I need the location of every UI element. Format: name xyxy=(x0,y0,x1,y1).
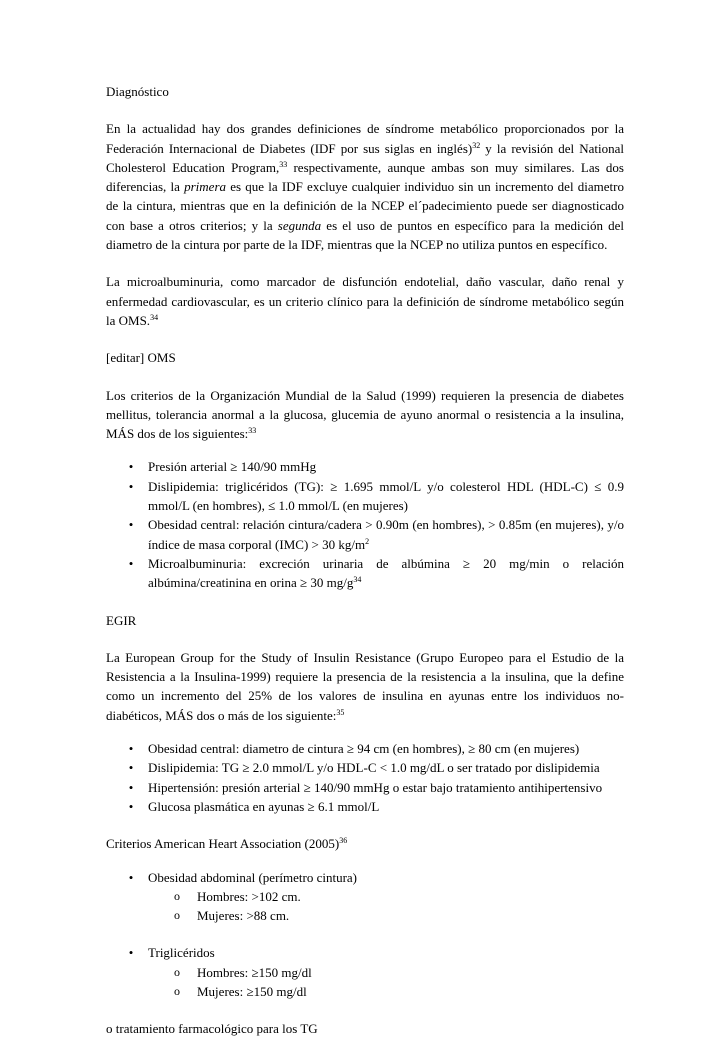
sub-list-item-text: Mujeres: >88 cm. xyxy=(197,908,290,924)
heading-oms: [editar] OMS xyxy=(106,350,176,366)
bullet-icon: • xyxy=(128,517,134,533)
text-segment: En la actualidad hay dos grandes definiciones de síndrome metabólico proporcionados por la Federación Internacional de Diabetes (IDF por sus siglas en inglés) xyxy=(106,121,624,156)
list-item xyxy=(106,797,624,816)
sub-list xyxy=(148,887,624,926)
paragraph-oms xyxy=(106,386,624,444)
bullet-icon: • xyxy=(128,741,134,757)
superscript: 2 xyxy=(365,536,370,546)
bullet-icon: • xyxy=(128,779,134,795)
list-item-text: Dislipidemia: triglicéridos (TG): ≥ 1.695 mmol/L y/o colesterol HDL (HDL-C) ≤ 0.9 mmol/L (en hombres), ≤ 1.0 mmol/L (en mujeres) xyxy=(148,478,624,514)
list-item-text: Hipertensión: presión arterial ≥ 140/90 mmHg o estar bajo tratamiento antihipertensivo xyxy=(148,779,603,795)
sub-list-item xyxy=(148,963,624,982)
footnote-ref: 32 xyxy=(472,140,481,150)
text-segment: respectivamente, aunque ambas son muy similares. Las dos diferencias, la xyxy=(106,159,624,195)
sub-list-item xyxy=(148,982,624,1001)
footnote-ref: 34 xyxy=(353,575,362,585)
footnote-ref: 33 xyxy=(248,426,257,436)
egir-criteria-list xyxy=(106,739,624,816)
heading-diagnostico: Diagnóstico xyxy=(106,84,169,99)
list-item xyxy=(106,758,624,777)
list-item-text: Obesidad abdominal (perímetro cintura) xyxy=(148,869,358,885)
footnote-ref: 36 xyxy=(339,836,348,846)
list-item-text: Dislipidemia: TG ≥ 2.0 mmol/L y/o HDL-C < 1.0 mg/dL o ser tratado por dislipidemia xyxy=(148,760,600,776)
list-item-text: Presión arterial ≥ 140/90 mmHg xyxy=(148,459,317,475)
bullet-icon: • xyxy=(128,459,134,475)
bullet-icon: • xyxy=(128,945,134,961)
list-item xyxy=(106,778,624,797)
sub-list-item-text: Hombres: ≥150 mg/dl xyxy=(197,964,312,980)
document-body xyxy=(106,82,624,1039)
emphasis-primera: primera xyxy=(184,179,226,195)
list-item xyxy=(106,457,624,476)
list-item xyxy=(106,868,624,926)
bullet-icon: • xyxy=(128,760,134,776)
bullet-icon: • xyxy=(128,869,134,885)
circle-bullet-icon: o xyxy=(174,908,180,923)
footnote-ref: 35 xyxy=(336,707,345,717)
text-segment: y la revisión del National Cholesterol Education Program, xyxy=(106,140,624,175)
sub-list-item xyxy=(148,887,624,906)
circle-bullet-icon: o xyxy=(174,983,180,998)
text-segment: Los criterios de la Organización Mundial de la Salud (1999) requieren la presencia de diabetes mellitus, tolerancia anormal a la glucosa, glucemia de ayuno anormal o resistencia a la insulina, MÁS dos de los siguientes: xyxy=(106,387,624,442)
text-segment: es el uso de puntos en específico para la medición del diametro de la cintura por parte de la IDF, mientras que la NCEP no utiliza puntos en específico. xyxy=(106,217,624,253)
heading-aha xyxy=(106,834,624,853)
list-item xyxy=(106,943,624,1001)
list-item-text: Glucosa plasmática en ayunas ≥ 6.1 mmol/L xyxy=(148,798,380,814)
paragraph-tratamiento: o tratamiento farmacológico para los TG xyxy=(106,1021,318,1037)
emphasis-segunda: segunda xyxy=(277,217,322,233)
sub-list xyxy=(148,963,624,1002)
text-segment: La European Group for the Study of Insulin Resistance (Grupo Europeo para el Estudio de la Resistencia a la Insulina-1999) requiere la presencia de la resistencia a la insulina, que la define como un incremento del 25% de los valores de insulina en ayunas entre los individuos no-diabéticos, MÁS dos o más de los siguiente: xyxy=(106,649,624,723)
circle-bullet-icon: o xyxy=(174,964,180,979)
heading-egir: EGIR xyxy=(106,612,137,628)
bullet-icon: • xyxy=(128,798,134,814)
paragraph-egir xyxy=(106,648,624,725)
aha-criteria-list xyxy=(106,868,624,1002)
circle-bullet-icon: o xyxy=(174,888,180,903)
text-segment: La microalbuminuria, como marcador de disfunción endotelial, daño vascular, daño renal y enfermedad cardiovascular, es un criterio clínico para la definición de síndrome metabólico según la OMS. xyxy=(106,274,624,328)
text-segment: es que la IDF excluye cualquier individuo sin un incremento del diametro de la cintura, mientras que en la definición de la NCEP el´padecimiento puede ser diagnosticado con base a otros criterios; y la xyxy=(106,179,624,233)
bullet-icon: • xyxy=(128,478,134,494)
list-item xyxy=(106,515,624,554)
list-item-text: Obesidad central: diametro de cintura ≥ 94 cm (en hombres), ≥ 80 cm (en mujeres) xyxy=(148,741,580,757)
sub-list-item xyxy=(148,906,624,925)
text-segment: Criterios American Heart Association (2005) xyxy=(106,836,340,852)
oms-criteria-list xyxy=(106,457,624,592)
footnote-ref: 33 xyxy=(279,159,288,169)
paragraph-microalbuminuria xyxy=(106,272,624,330)
list-item-text: Triglicéridos xyxy=(148,945,215,961)
sub-list-item-text: Mujeres: ≥150 mg/dl xyxy=(197,983,307,999)
sub-list-item-text: Hombres: >102 cm. xyxy=(197,888,301,904)
bullet-icon: • xyxy=(128,555,134,571)
list-item-text: Obesidad central: relación cintura/cadera > 0.90m (en hombres), > 0.85m (en mujeres), y/o índice de masa corporal (IMC) > 30 kg/m xyxy=(148,517,624,552)
list-item xyxy=(106,739,624,758)
paragraph-definiciones xyxy=(106,119,624,254)
list-item xyxy=(106,477,624,516)
list-item xyxy=(106,554,624,593)
list-item-text: Microalbuminuria: excreción urinaria de albúmina ≥ 20 mg/min o relación albúmina/creatinina en orina ≥ 30 mg/g xyxy=(148,555,624,591)
footnote-ref: 34 xyxy=(150,312,159,322)
